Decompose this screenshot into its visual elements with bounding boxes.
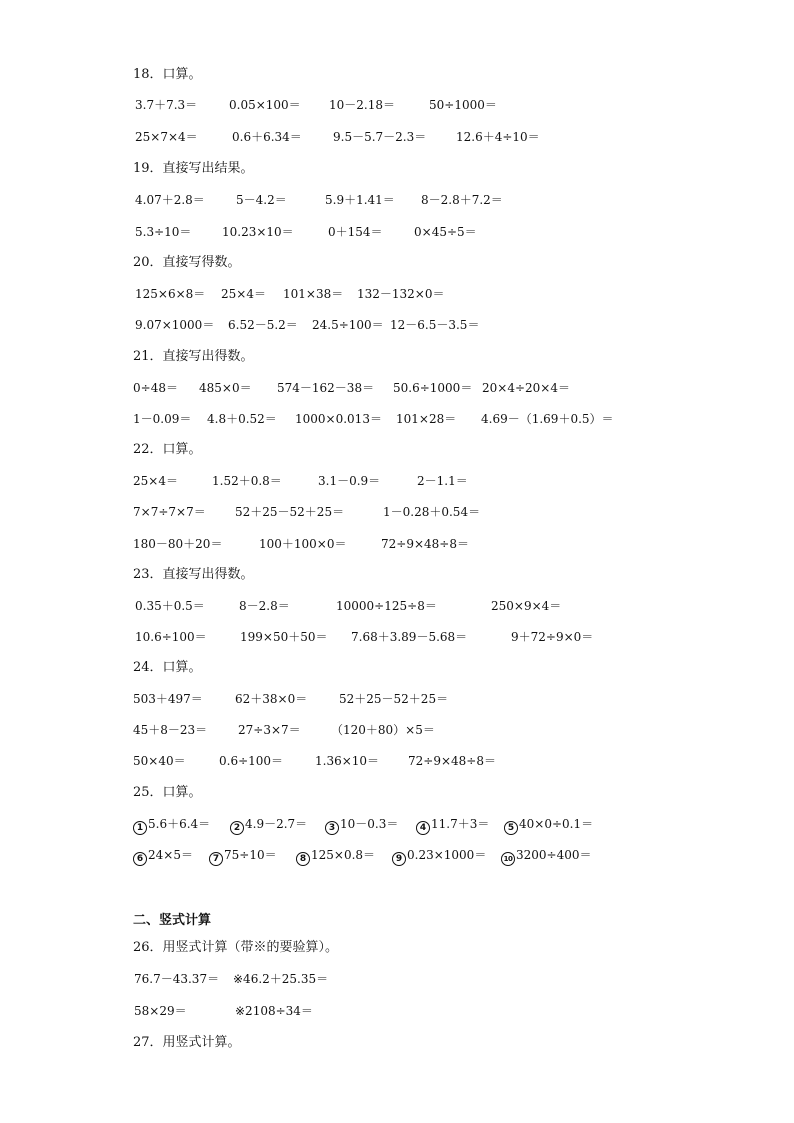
- expression: 9.5－5.7－2.3＝: [333, 130, 427, 144]
- problem-18-heading-line: [0, 64, 794, 86]
- circled-number-icon: 2: [230, 821, 244, 835]
- expression: 24.5÷100＝: [312, 318, 384, 332]
- expression: 24×5＝: [148, 848, 193, 862]
- problem-24-row-2: [0, 719, 794, 741]
- expression: 8－2.8＝: [239, 599, 290, 613]
- expression: 12.6＋4÷10＝: [456, 130, 540, 144]
- expression: 25×4＝: [133, 474, 178, 488]
- expression: 1－0.28＋0.54＝: [383, 505, 481, 519]
- problem-24-row-3: [0, 750, 794, 772]
- expression: 4.69－（1.69＋0.5）＝: [481, 412, 614, 426]
- expression: 125×6×8＝: [135, 287, 206, 301]
- expression: 10000÷125÷8＝: [336, 599, 437, 613]
- expression: 0.23×1000＝: [407, 848, 487, 862]
- expression: 5－4.2＝: [236, 193, 287, 207]
- problem-heading: 25．口算。: [133, 785, 202, 800]
- expression: 45＋8－23＝: [133, 723, 208, 737]
- expression: 574－162－38＝: [277, 381, 375, 395]
- circled-number-icon: 7: [209, 852, 223, 866]
- circled-number-icon: 8: [296, 852, 310, 866]
- expression: 10－0.3＝: [340, 817, 399, 831]
- expression: 11.7＋3＝: [431, 817, 490, 831]
- expression: 0.6÷100＝: [219, 754, 284, 768]
- expression: 199×50＋50＝: [240, 630, 328, 644]
- expression: ※2108÷34＝: [235, 1004, 313, 1018]
- expression: 101×28＝: [396, 412, 457, 426]
- expression: 27÷3×7＝: [238, 723, 301, 737]
- expression: 0÷48＝: [133, 381, 178, 395]
- problem-19-heading-line: [0, 158, 794, 180]
- expression: 40×0÷0.1＝: [519, 817, 594, 831]
- expression: （120＋80）×5＝: [331, 723, 435, 737]
- expression: 52＋25－52＋25＝: [339, 692, 449, 706]
- expression: 3200÷400＝: [516, 848, 592, 862]
- numbered-expression: [392, 844, 486, 866]
- numbered-expression: [209, 844, 277, 866]
- circled-number-icon: 9: [392, 852, 406, 866]
- numbered-expression: [416, 813, 489, 835]
- expression: ※46.2＋25.35＝: [233, 972, 329, 986]
- problem-18-row-2: [0, 126, 794, 148]
- expression: 0.35＋0.5＝: [135, 599, 205, 613]
- problem-22-heading-line: [0, 439, 794, 461]
- expression: 9＋72÷9×0＝: [511, 630, 594, 644]
- problem-22-row-2: [0, 501, 794, 523]
- expression: 3.7＋7.3＝: [135, 98, 198, 112]
- numbered-expression: [133, 813, 210, 835]
- expression: 8－2.8＋7.2＝: [421, 193, 503, 207]
- problem-21-row-2: [0, 408, 794, 430]
- circled-number-icon: 6: [133, 852, 147, 866]
- problem-23-row-1: [0, 595, 794, 617]
- problem-21-heading-line: [0, 346, 794, 368]
- expression: 12－6.5－3.5＝: [390, 318, 480, 332]
- problem-20-row-2: [0, 314, 794, 336]
- problem-24-row-1: [0, 688, 794, 710]
- expression: 0×45÷5＝: [414, 225, 477, 239]
- problem-24-heading-line: [0, 657, 794, 679]
- problem-heading: 26．用竖式计算（带※的要验算）。: [133, 940, 339, 955]
- numbered-expression: [504, 813, 593, 835]
- expression: 485×0＝: [199, 381, 252, 395]
- problem-20-row-1: [0, 283, 794, 305]
- expression: 10.23×10＝: [222, 225, 294, 239]
- expression: 58×29＝: [134, 1004, 187, 1018]
- expression: 0.6＋6.34＝: [232, 130, 302, 144]
- expression: 2－1.1＝: [417, 474, 468, 488]
- problem-27-heading-line: [0, 1032, 794, 1054]
- expression: 132－132×0＝: [357, 287, 445, 301]
- problem-22-row-1: [0, 470, 794, 492]
- expression: 52＋25－52＋25＝: [235, 505, 345, 519]
- section-heading-line: [0, 910, 794, 932]
- expression: 75÷10＝: [224, 848, 277, 862]
- problem-23-heading-line: [0, 564, 794, 586]
- expression: 1.52＋0.8＝: [212, 474, 282, 488]
- numbered-expression: [133, 844, 193, 866]
- expression: 0.05×100＝: [229, 98, 301, 112]
- circled-number-icon: 1: [133, 821, 147, 835]
- problem-heading: 18．口算。: [133, 67, 202, 82]
- problem-26-heading-line: [0, 937, 794, 959]
- problem-heading: 22．口算。: [133, 442, 202, 457]
- expression: 72÷9×48÷8＝: [381, 537, 469, 551]
- problem-heading: 27．用竖式计算。: [133, 1035, 241, 1050]
- problem-25-row-2: [0, 844, 794, 866]
- problem-19-row-2: [0, 221, 794, 243]
- problem-20-heading-line: [0, 252, 794, 274]
- expression: 25×4＝: [221, 287, 266, 301]
- expression: 4.07＋2.8＝: [135, 193, 205, 207]
- expression: 125×0.8＝: [311, 848, 376, 862]
- expression: 1－0.09＝: [133, 412, 192, 426]
- expression: 250×9×4＝: [491, 599, 562, 613]
- expression: 180－80＋20＝: [133, 537, 223, 551]
- problem-heading: 24．口算。: [133, 660, 202, 675]
- expression: 6.52－5.2＝: [228, 318, 298, 332]
- expression: 76.7－43.37＝: [134, 972, 220, 986]
- expression: 10－2.18＝: [329, 98, 395, 112]
- expression: 7.68＋3.89－5.68＝: [351, 630, 468, 644]
- problem-26-row-2: [0, 1000, 794, 1022]
- expression: 50.6÷1000＝: [393, 381, 473, 395]
- circled-number-icon: 5: [504, 821, 518, 835]
- numbered-expression: [296, 844, 375, 866]
- problem-19-row-1: [0, 189, 794, 211]
- expression: 50÷1000＝: [429, 98, 497, 112]
- problem-heading: 20．直接写得数。: [133, 255, 241, 270]
- numbered-expression: [325, 813, 398, 835]
- circled-number-icon: 4: [416, 821, 430, 835]
- expression: 1000×0.013＝: [295, 412, 382, 426]
- problem-heading: 19．直接写出结果。: [133, 161, 254, 176]
- numbered-expression: [501, 844, 592, 866]
- expression: 5.6＋6.4＝: [148, 817, 211, 831]
- expression: 4.8＋0.52＝: [207, 412, 277, 426]
- expression: 10.6÷100＝: [135, 630, 207, 644]
- expression: 5.3÷10＝: [135, 225, 192, 239]
- expression: 20×4÷20×4＝: [482, 381, 570, 395]
- problem-22-row-3: [0, 533, 794, 555]
- expression: 4.9－2.7＝: [245, 817, 308, 831]
- problem-18-row-1: [0, 94, 794, 116]
- expression: 50×40＝: [133, 754, 186, 768]
- expression: 9.07×1000＝: [135, 318, 215, 332]
- expression: 100＋100×0＝: [259, 537, 347, 551]
- problem-25-row-1: [0, 813, 794, 835]
- problem-25-heading-line: [0, 782, 794, 804]
- expression: 3.1－0.9＝: [318, 474, 381, 488]
- problem-26-row-1: [0, 968, 794, 990]
- expression: 62＋38×0＝: [235, 692, 308, 706]
- problem-heading: 21．直接写出得数。: [133, 349, 254, 364]
- expression: 25×7×4＝: [135, 130, 198, 144]
- circled-number-icon: 3: [325, 821, 339, 835]
- expression: 1.36×10＝: [315, 754, 380, 768]
- numbered-expression: [230, 813, 307, 835]
- circled-number-icon: 10: [501, 852, 515, 866]
- problem-heading: 23．直接写出得数。: [133, 567, 254, 582]
- expression: 72÷9×48÷8＝: [408, 754, 496, 768]
- expression: 503＋497＝: [133, 692, 203, 706]
- expression: 0＋154＝: [328, 225, 383, 239]
- problem-21-row-1: [0, 377, 794, 399]
- expression: 5.9＋1.41＝: [325, 193, 395, 207]
- problem-23-row-2: [0, 626, 794, 648]
- expression: 101×38＝: [283, 287, 344, 301]
- expression: 7×7÷7×7＝: [133, 505, 206, 519]
- section-heading: 二、竖式计算: [133, 913, 212, 928]
